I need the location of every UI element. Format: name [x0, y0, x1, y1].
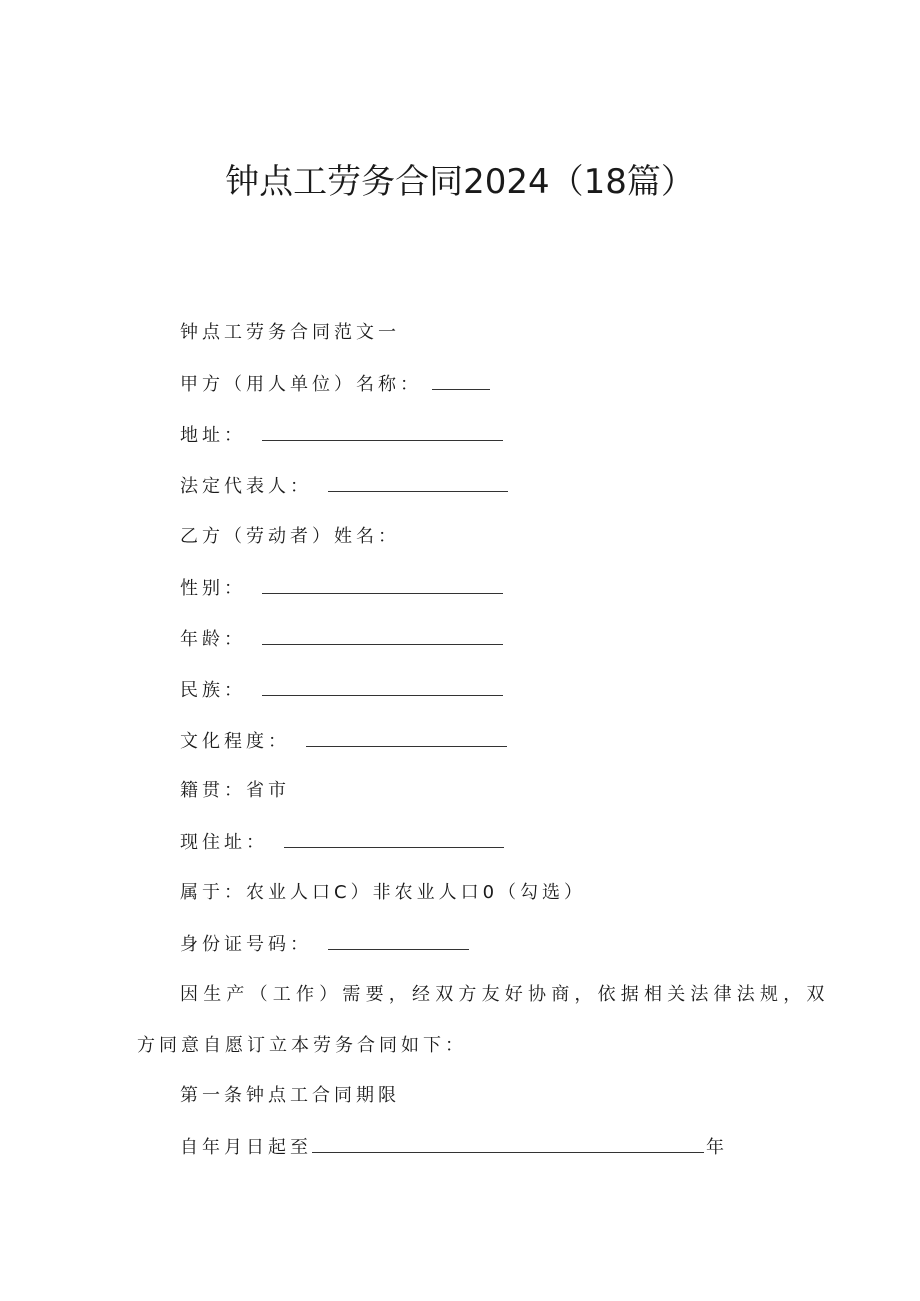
ethnicity-label: 民族：: [180, 680, 246, 701]
household-type-row: [180, 880, 586, 906]
education-blank[interactable]: [306, 728, 507, 747]
age-label: 年龄：: [180, 629, 246, 650]
education-row: [180, 728, 507, 755]
ethnicity-blank[interactable]: [262, 677, 503, 696]
gender-label: 性别：: [180, 578, 246, 599]
article1-tail-label: 年: [706, 1137, 728, 1158]
education-label: 文化程度：: [180, 731, 290, 752]
employer-name-label: 甲方（用人单位）名称：: [180, 374, 422, 395]
employee-name-row: [180, 524, 400, 550]
preamble-line-1: 因生产（工作）需要，经双方友好协商，依据相关法律法规，双: [180, 984, 830, 1005]
ethnicity-row: [180, 677, 503, 704]
employee-name-label: 乙方（劳动者）姓名：: [180, 526, 400, 547]
native-place-label: 籍贯：省市: [180, 780, 290, 801]
age-blank[interactable]: [262, 626, 503, 645]
current-address-row: [180, 829, 504, 856]
article1-term-row: [180, 1134, 728, 1161]
id-number-row: [180, 931, 469, 958]
current-address-blank[interactable]: [284, 829, 504, 848]
employer-name-row: [180, 371, 490, 398]
id-number-blank[interactable]: [328, 931, 469, 950]
section-heading: 钟点工劳务合同范文一: [180, 322, 400, 343]
age-row: [180, 626, 503, 653]
preamble-line-2: 方同意自愿订立本劳务合同如下：: [137, 1035, 467, 1056]
current-address-label: 现住址：: [180, 832, 268, 853]
gender-blank[interactable]: [262, 575, 503, 594]
address-blank[interactable]: [262, 422, 503, 441]
legal-rep-row: [180, 473, 508, 500]
article1-term-blank[interactable]: [312, 1134, 704, 1153]
address-label: 地址：: [180, 425, 246, 446]
article1-heading: 第一条钟点工合同期限: [180, 1085, 400, 1106]
household-type-label: 属于：农业人口C）非农业人口0（勾选）: [180, 882, 587, 903]
gender-row: [180, 575, 503, 602]
legal-rep-label: 法定代表人：: [180, 476, 312, 497]
article1-from-label: 自年月日起至: [180, 1137, 312, 1158]
id-number-label: 身份证号码：: [180, 934, 312, 955]
address-row: [180, 422, 503, 449]
native-place-row: [180, 778, 290, 804]
employer-name-blank[interactable]: [432, 371, 490, 390]
legal-rep-blank[interactable]: [328, 473, 508, 492]
document-title: 钟点工劳务合同2024（18篇）: [225, 162, 695, 202]
